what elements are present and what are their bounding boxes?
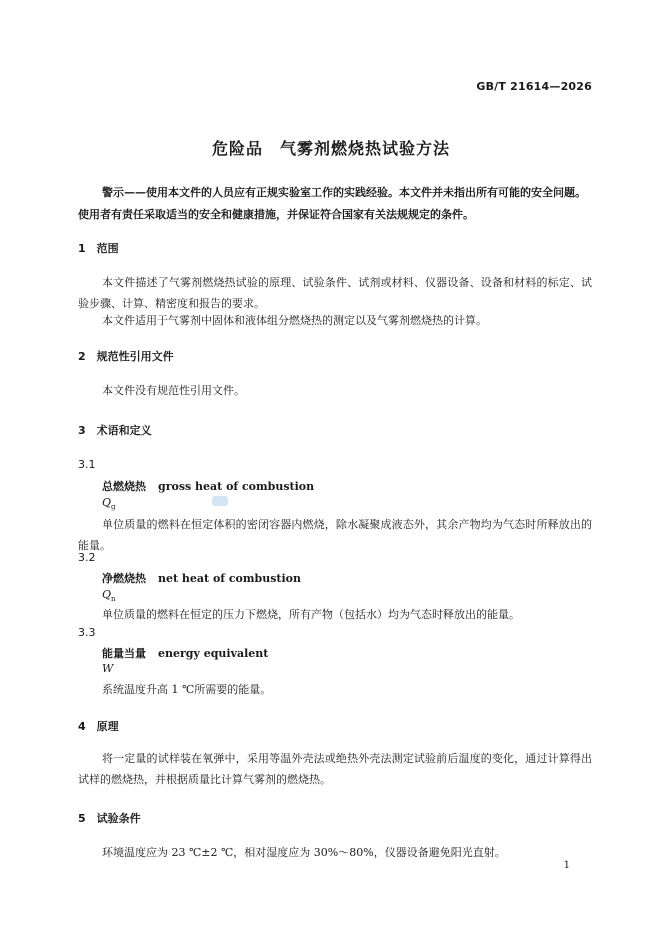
term-number: 3.3 — [78, 626, 96, 639]
section-1-paragraph-2: 本文件适用于气雾剂中固体和液体组分燃烧热的测定以及气雾剂燃烧热的计算。 — [102, 314, 487, 327]
section-1-paragraph-1: 本文件描述了气雾剂燃烧热试验的原理、试验条件、试剂或材料、仪器设备、设备和材料的标定、试验步骤、计算、精密度和报告的要求。 — [78, 276, 592, 310]
page-number: 1 — [563, 860, 570, 871]
term-name-zh: 净燃烧热 — [102, 572, 146, 585]
section-3-heading: 3 术语和定义 — [78, 424, 152, 437]
term-number: 3.2 — [78, 551, 96, 564]
term-name-en: net heat of combustion — [158, 572, 301, 585]
term-name-zh: 能量当量 — [102, 647, 146, 660]
section-4-heading: 4 原理 — [78, 720, 119, 733]
term-name-en: gross heat of combustion — [158, 480, 315, 493]
watermark-stamp — [212, 496, 228, 506]
term-definition: 系统温度升高 1 ℃所需要的能量。 — [102, 683, 272, 696]
section-2-heading: 2 规范性引用文件 — [78, 350, 174, 363]
term-name-zh: 总燃烧热 — [102, 480, 146, 493]
term-definition: 单位质量的燃料在恒定的压力下燃烧，所有产物（包括水）均为气态时释放出的能量。 — [102, 608, 520, 621]
term-symbol: $Q_g$ — [102, 496, 116, 512]
section-4-paragraph-1: 将一定量的试样装在氧弹中，采用等温外壳法或绝热外壳法测定试验前后温度的变化，通过计算得出试样的燃烧热，并根据质量比计算气雾剂的燃烧热。 — [78, 752, 592, 786]
warning-notice: 警示——使用本文件的人员应有正规实验室工作的实践经验。本文件并未指出所有可能的安全问题。使用者有责任采取适当的安全和健康措施，并保证符合国家有关法规规定的条件。 — [78, 186, 586, 221]
term-name — [102, 570, 301, 586]
section-2-paragraph-1: 本文件没有规范性引用文件。 — [102, 384, 245, 397]
term-name — [102, 478, 314, 494]
section-5-paragraph-1: 环境温度应为 23 ℃±2 ℃，相对湿度应为 30%～80%，仪器设备避免阳光直射。 — [102, 846, 506, 859]
standard-code: GB/T 21614—2026 — [476, 80, 592, 93]
term-name-en: energy equivalent — [158, 647, 269, 660]
term-symbol: W — [102, 662, 114, 675]
term-definition: 单位质量的燃料在恒定体积的密闭容器内燃烧，除水凝聚成液态外，其余产物均为气态时所释放出的能量。 — [78, 518, 592, 552]
term-name — [102, 645, 268, 661]
section-5-heading: 5 试验条件 — [78, 812, 141, 825]
term-number: 3.1 — [78, 458, 96, 471]
section-1-heading: 1 范围 — [78, 242, 119, 255]
term-symbol: $Q_n$ — [102, 588, 116, 604]
document-title: 危险品 气雾剂燃烧热试验方法 — [211, 139, 450, 158]
